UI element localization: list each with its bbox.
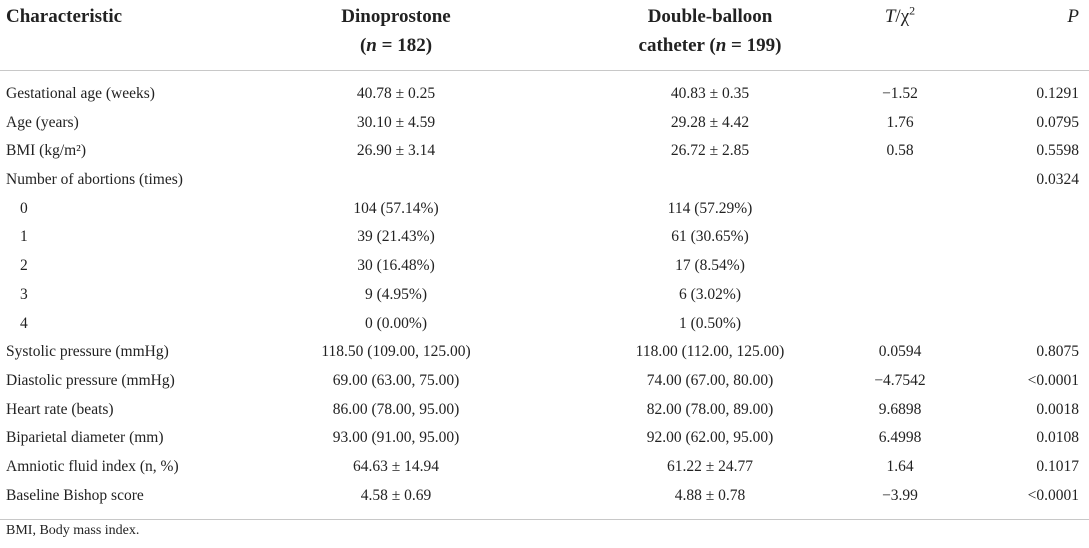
- table-header: [0, 0, 1089, 70]
- cell-double-balloon: 74.00 (67.00, 80.00): [646, 371, 774, 389]
- row-label: 0: [20, 199, 28, 217]
- cell-double-balloon: 82.00 (78.00, 89.00): [646, 400, 774, 418]
- cell-statistic: −4.7542: [874, 371, 926, 389]
- cell-double-balloon: 40.83 ± 0.35: [670, 85, 750, 102]
- row-label: Biparietal diameter (mm): [6, 429, 164, 447]
- cell-double-balloon: 29.28 ± 4.42: [670, 113, 750, 131]
- row-label: Diastolic pressure (mmHg): [6, 371, 175, 389]
- stat-t: T: [884, 6, 896, 27]
- cell-dinoprostone: 40.78 ± 0.25: [356, 85, 436, 102]
- n-value: = 199): [726, 35, 782, 56]
- table-row: [0, 109, 1089, 138]
- cell-double-balloon: 114 (57.29%): [667, 199, 753, 217]
- header-double-balloon-n: [560, 31, 860, 60]
- cell-dinoprostone: 39 (21.43%): [357, 228, 435, 246]
- table-row: [0, 482, 1089, 511]
- stat-sup: 2: [909, 3, 916, 18]
- cell-dinoprostone: 86.00 (78.00, 95.00): [332, 400, 460, 418]
- cell-p-value: 0.0324: [1036, 171, 1079, 189]
- cell-dinoprostone: 9 (4.95%): [365, 285, 427, 303]
- cell-p-value: 0.0018: [1036, 400, 1079, 418]
- cell-double-balloon: 61 (30.65%): [671, 228, 749, 246]
- cell-dinoprostone: 26.90 ± 3.14: [356, 142, 436, 160]
- row-label: Amniotic fluid index (n, %): [6, 457, 179, 475]
- header-statistic: [840, 2, 960, 31]
- bottom-rule: [0, 519, 1089, 520]
- cell-statistic: 6.4998: [878, 429, 922, 447]
- cell-p-value: 0.0795: [1036, 113, 1079, 131]
- row-label: Gestational age (weeks): [6, 85, 155, 102]
- header-double-balloon-title: Double-balloon: [647, 6, 773, 27]
- table-row: [0, 252, 1089, 281]
- table-row: [0, 424, 1089, 453]
- cell-double-balloon: 17 (8.54%): [675, 257, 745, 275]
- row-label: 3: [20, 285, 28, 303]
- cell-dinoprostone: 69.00 (63.00, 75.00): [332, 371, 460, 389]
- row-label: 4: [20, 314, 28, 332]
- table-row: [0, 223, 1089, 252]
- cell-statistic: 0.0594: [878, 343, 922, 361]
- row-label: Heart rate (beats): [6, 400, 114, 418]
- cell-double-balloon: 118.00 (112.00, 125.00): [635, 343, 785, 361]
- table-row: [0, 453, 1089, 482]
- row-label: Number of abortions (times): [6, 171, 183, 189]
- cell-dinoprostone: 118.50 (109.00, 125.00): [321, 343, 471, 361]
- cell-p-value: 0.5598: [1036, 142, 1079, 160]
- table-row: [0, 310, 1089, 339]
- n-label: n: [715, 35, 727, 56]
- cell-double-balloon: 61.22 ± 24.77: [666, 457, 753, 475]
- cell-double-balloon: 26.72 ± 2.85: [670, 142, 750, 160]
- cell-double-balloon: 6 (3.02%): [679, 285, 741, 303]
- table-body: [0, 80, 1089, 510]
- row-label: Systolic pressure (mmHg): [6, 343, 169, 361]
- header-characteristic: Characteristic: [6, 6, 123, 27]
- row-label: Age (years): [6, 113, 79, 131]
- row-label: BMI (kg/m²): [6, 142, 86, 160]
- header-p: P: [1067, 6, 1079, 27]
- cell-dinoprostone: 104 (57.14%): [353, 199, 439, 217]
- cell-statistic: 0.58: [886, 142, 914, 160]
- header-rule: [0, 70, 1089, 71]
- table-row: [0, 281, 1089, 310]
- cell-p-value: 0.0108: [1036, 429, 1079, 447]
- table-row: [0, 80, 1089, 109]
- cell-statistic: 1.64: [886, 457, 914, 475]
- row-label: 2: [20, 257, 28, 275]
- cell-p-value: 0.8075: [1036, 343, 1079, 361]
- cell-double-balloon: 4.88 ± 0.78: [674, 486, 746, 504]
- header-dinoprostone: [236, 2, 556, 60]
- cell-dinoprostone: 30 (16.48%): [357, 257, 435, 275]
- cell-dinoprostone: 30.10 ± 4.59: [356, 113, 436, 131]
- row-label: Baseline Bishop score: [6, 486, 144, 504]
- cell-dinoprostone: 0 (0.00%): [365, 314, 427, 332]
- cell-double-balloon: 92.00 (62.00, 95.00): [646, 429, 774, 447]
- cell-statistic: 1.76: [886, 113, 914, 131]
- footnote: BMI, Body mass index.: [6, 523, 140, 538]
- table-row: [0, 166, 1089, 195]
- table-row: [0, 396, 1089, 425]
- header-dinoprostone-n: (n = 182): [359, 35, 433, 56]
- cell-p-value: <0.0001: [1027, 486, 1079, 504]
- cell-p-value: <0.0001: [1027, 371, 1079, 389]
- cell-statistic: −3.99: [882, 486, 918, 504]
- catheter-label: catheter (: [638, 35, 716, 56]
- stat-chi: /χ: [895, 6, 910, 27]
- table-row: [0, 367, 1089, 396]
- cell-dinoprostone: 64.63 ± 14.94: [352, 457, 439, 475]
- cell-double-balloon: 1 (0.50%): [679, 314, 741, 332]
- header-dinoprostone-title: Dinoprostone: [341, 6, 451, 27]
- cell-statistic: 9.6898: [878, 400, 922, 418]
- table-row: [0, 195, 1089, 224]
- header-double-balloon: [560, 2, 860, 60]
- cell-statistic: −1.52: [882, 85, 918, 102]
- cell-dinoprostone: 4.58 ± 0.69: [360, 486, 432, 504]
- n-value: = 182): [376, 35, 433, 56]
- cell-dinoprostone: 93.00 (91.00, 95.00): [332, 429, 460, 447]
- cell-p-value: 0.1017: [1036, 457, 1079, 475]
- n-label: n: [366, 35, 377, 56]
- table-row: [0, 137, 1089, 166]
- cell-p-value: 0.1291: [1036, 85, 1079, 102]
- table-row: [0, 338, 1089, 367]
- row-label: 1: [20, 228, 28, 246]
